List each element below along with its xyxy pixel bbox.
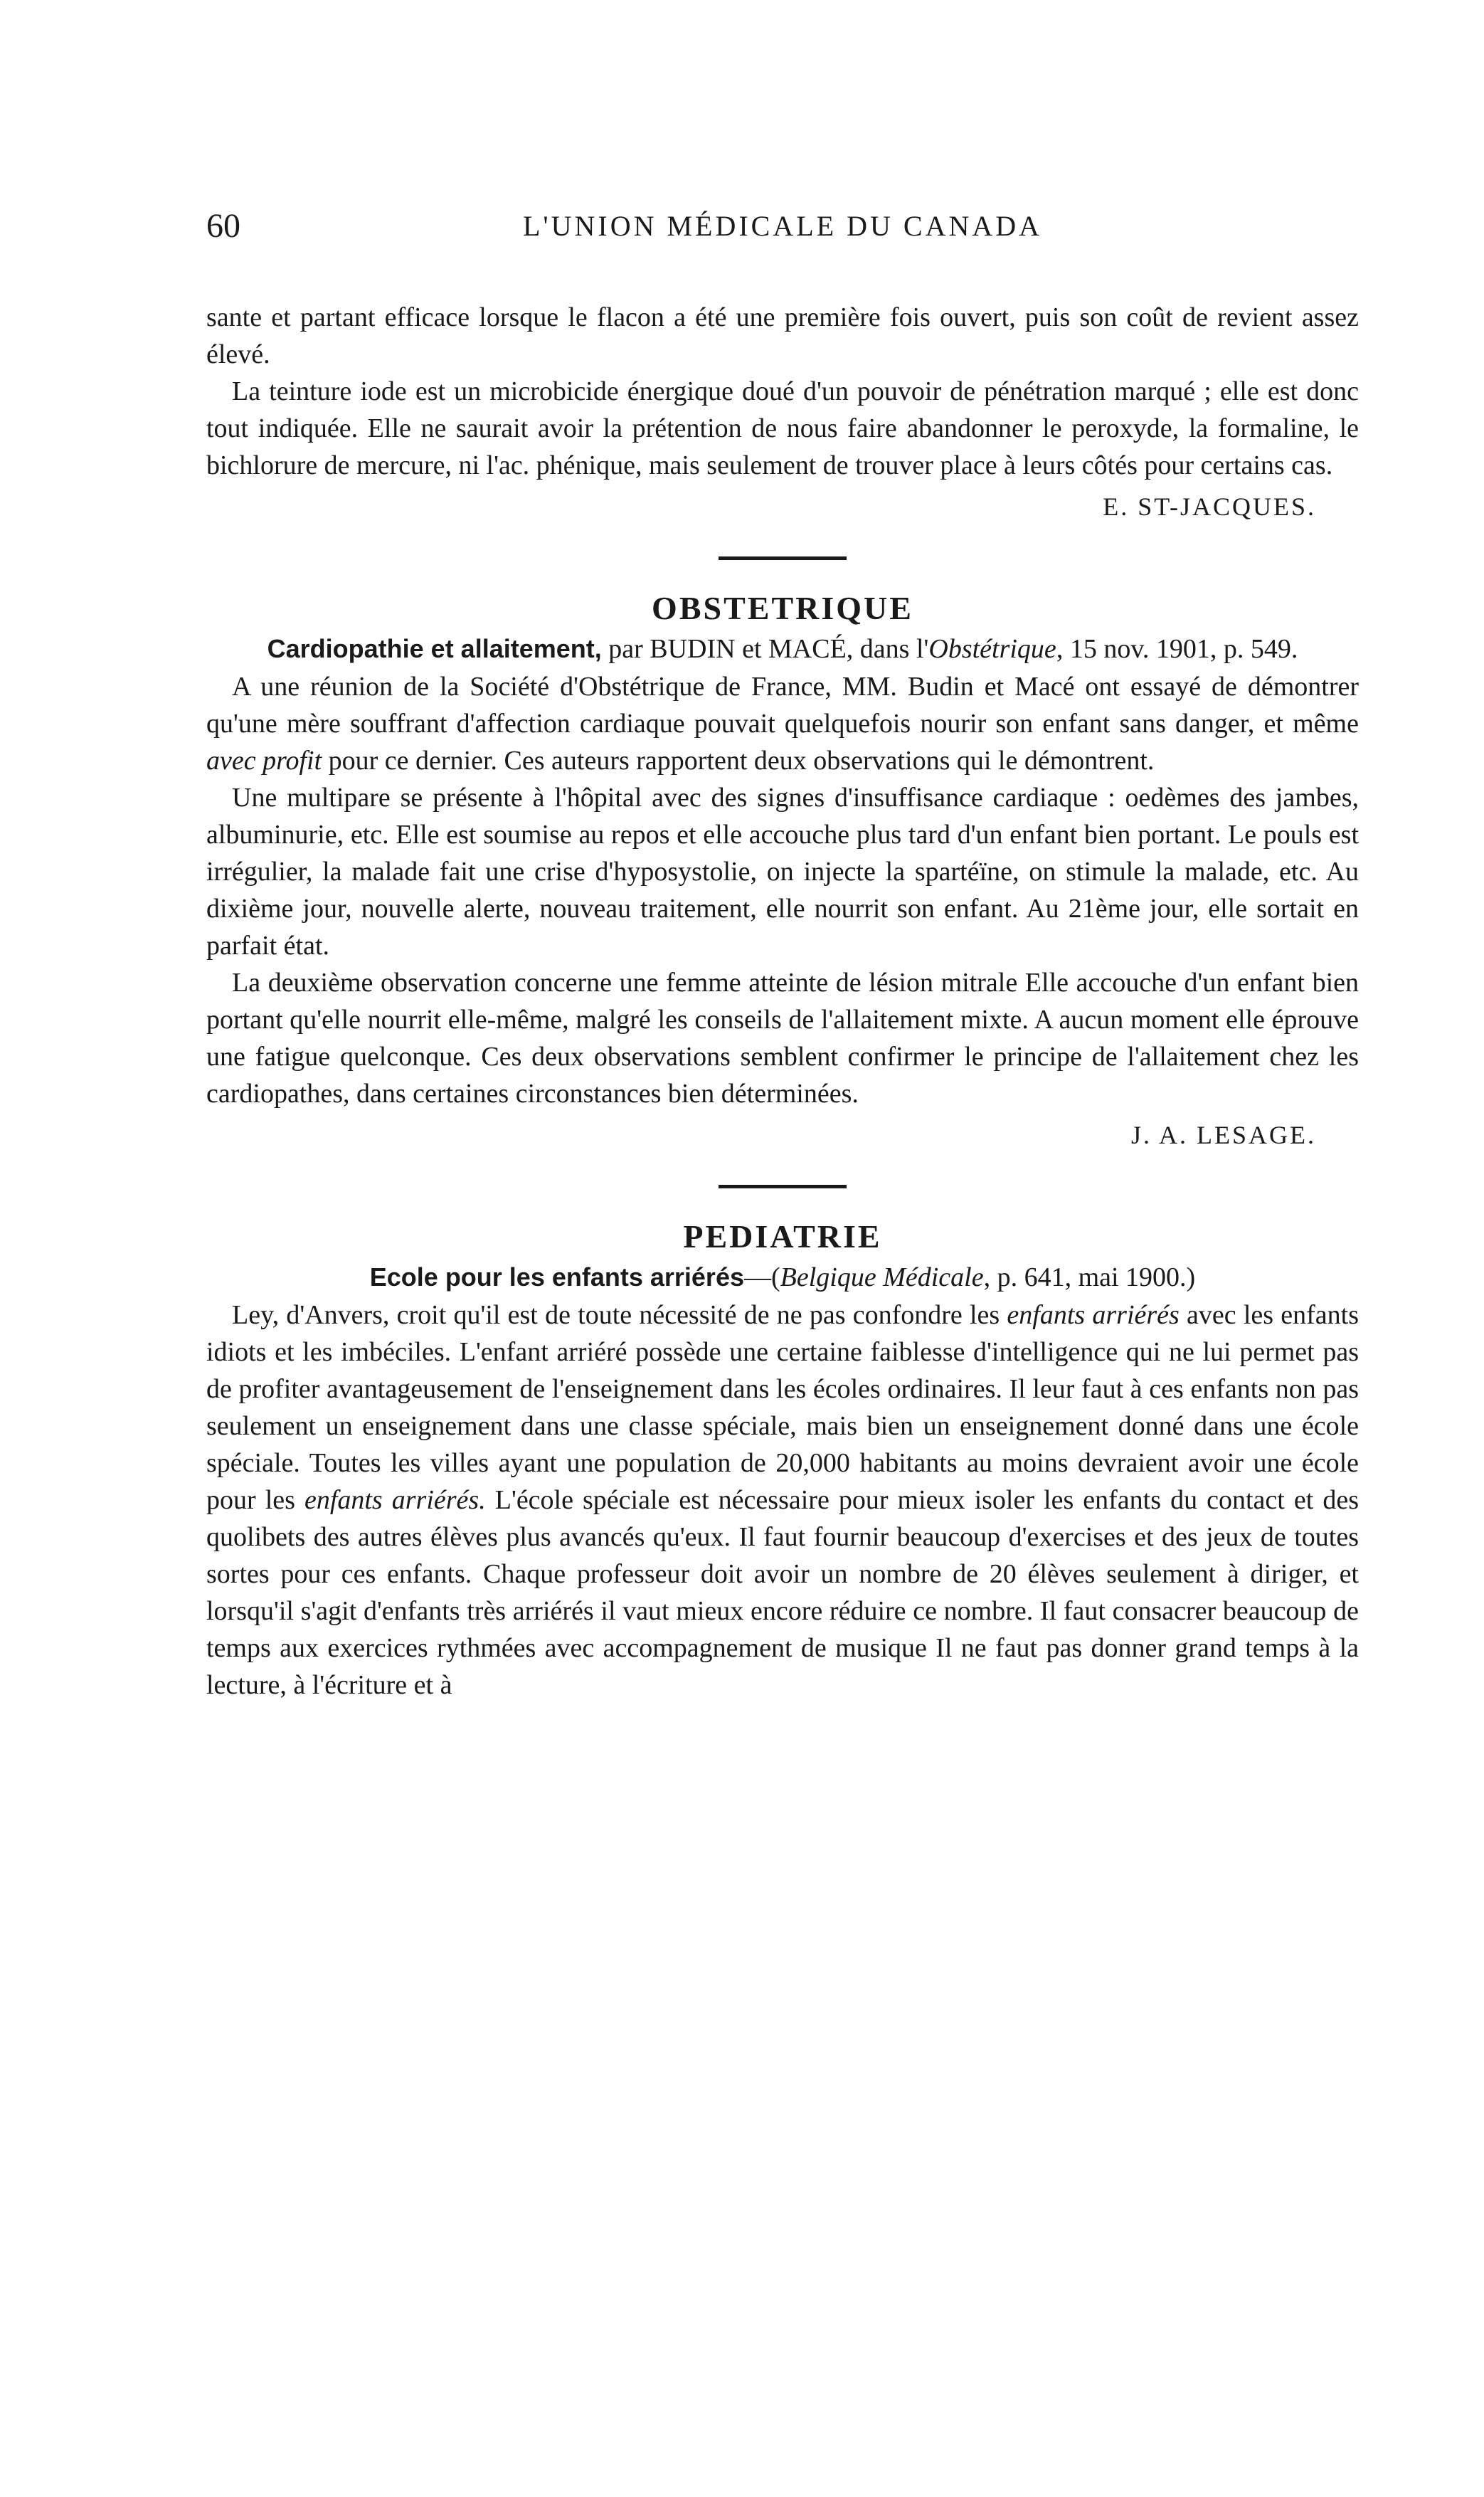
page-number: 60	[206, 207, 240, 245]
running-title: L'UNION MÉDICALE DU CANADA	[522, 210, 1043, 242]
signature-st-jacques: E. ST-JACQUES.	[1103, 492, 1316, 521]
article-byline-pre: par BUDIN et MACÉ, dans l'	[608, 634, 929, 664]
section-heading-pediatrie: PEDIATRIE	[683, 1218, 882, 1255]
emphasis-text: enfants arriérés	[1007, 1300, 1180, 1330]
article-byline-post: , 15 nov. 1901, p. 549.	[1056, 634, 1298, 664]
body-text	[206, 299, 1359, 1704]
article-journal: Obstétrique	[928, 634, 1056, 664]
article-byline-pre: —(	[743, 1262, 780, 1292]
section-divider	[719, 556, 847, 560]
obstetrique-paragraph-1: A une réunion de la Société d'Obstétrique de France, MM. Budin et Macé ont essayé de démontrer qu'une mère souffrant d'affection cardiaque pouvait quelquefois nourir son enfant sans danger, et même avec profit pour ce dernier. Ces auteurs rapportent deux observations qui le démontrent.	[206, 672, 1359, 776]
article-heading-cardiopathie	[206, 630, 1359, 668]
section-heading-obstetrique: OBSTETRIQUE	[652, 590, 913, 626]
intro-paragraph-2: La teinture iode est un microbicide énergique doué d'un pouvoir de pénétration marqué ; elle est donc tout indiquée. Elle ne saurait avoir la prétention de nous faire abandonner le peroxyde, la formaline, le bichlorure de mercure, ni l'ac. phénique, mais seulement de trouver place à leurs côtés pour certains cas.	[206, 376, 1359, 480]
article-byline-post: , p. 641, mai 1900.)	[983, 1262, 1196, 1292]
intro-paragraph-1: sante et partant efficace lorsque le flacon a été une première fois ouvert, puis son coût de revient assez élevé.	[206, 302, 1359, 369]
article-journal: Belgique Médicale	[780, 1262, 984, 1292]
emphasis-text: enfants arriérés.	[304, 1485, 486, 1515]
article-heading-ecole	[206, 1258, 1359, 1297]
page-header	[206, 206, 1359, 249]
signature-lesage: J. A. LESAGE.	[1130, 1121, 1316, 1149]
pediatrie-paragraph-1: Ley, d'Anvers, croit qu'il est de toute nécessité de ne pas confondre les enfants arriérés avec les enfants idiots et les imbéciles. L'enfant arriéré possède une certaine faiblesse d'intelligence qui ne lui permet pas de profiter avantageusement de l'enseignement dans les écoles ordinaires. Il leur faut à ces enfants non pas seulement un enseignement dans une classe spéciale, mais bien un enseignement donné dans une école spéciale. Toutes les villes ayant une population de 20,000 habitants au moins devraient avoir une école pour les enfants arriérés. L'école spéciale est nécessaire pour mieux isoler les enfants du contact et des quolibets des autres élèves plus avancés qu'eux. Il faut fournir beaucoup d'exercises et des jeux de toutes sortes pour ces enfants. Chaque professeur doit avoir un nombre de 20 élèves seulement à diriger, et lorsqu'il s'agit d'enfants très arriérés il vaut mieux encore réduire ce nombre. Il faut consacrer beaucoup de temps aux exercices rythmées avec accompagnement de musique Il ne faut pas donner grand temps à la lecture, à l'écriture et à	[206, 1300, 1359, 1700]
emphasis-text: avec profit	[206, 746, 322, 776]
article-title: Cardiopathie et allaitement,	[267, 634, 602, 663]
obstetrique-paragraph-2: Une multipare se présente à l'hôpital avec des signes d'insuffisance cardiaque : oedèmes des jambes, albuminurie, etc. Elle est soumise au repos et elle accouche plus tard d'un enfant bien portant. Le pouls est irrégulier, la malade fait une crise d'hyposystolie, on injecte la spartéïne, on stimule la malade, etc. Au dixième jour, nouvelle alerte, nouveau traitement, elle nourrit son enfant. Au 21ème jour, elle sortait en parfait état.	[206, 783, 1359, 961]
section-divider	[719, 1185, 847, 1188]
article-title: Ecole pour les enfants arriérés	[369, 1262, 744, 1292]
obstetrique-paragraph-3: La deuxième observation concerne une femme atteinte de lésion mitrale Elle accouche d'un enfant bien portant qu'elle nourrit elle-même, malgré les conseils de l'allaitement mixte. A aucun moment elle éprouve une fatigue quelconque. Ces deux observations semblent confirmer le principe de l'allaitement chez les cardiopathes, dans certaines circonstances bien déterminées.	[206, 968, 1359, 1109]
